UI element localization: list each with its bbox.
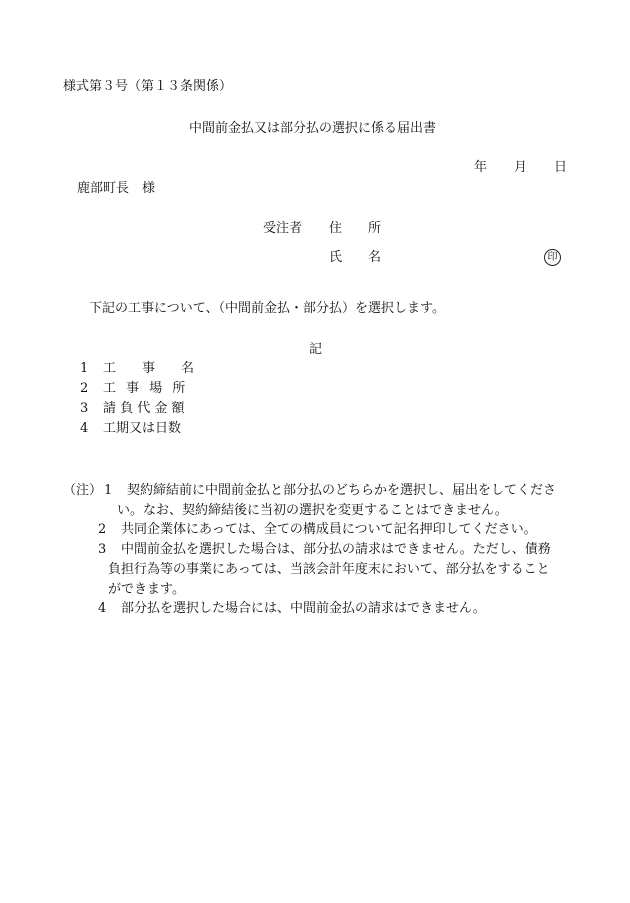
document-title: 中間前金払又は部分払の選択に係る届出書 bbox=[189, 121, 437, 136]
item-number: 2 bbox=[80, 381, 89, 396]
note-text: い。なお、契約締結後に当初の選択を変更することはできません。 bbox=[117, 503, 508, 518]
item-label: 工 事 名 bbox=[103, 361, 195, 376]
contractor-address-label: 住 所 bbox=[329, 221, 382, 236]
note-text: 負担行為等の事業にあっては、当該会計年度末において、部分払をすること bbox=[108, 562, 550, 577]
note-text: 部分払を選択した場合には、中間前金払の請求はできません。 bbox=[121, 601, 486, 616]
ki-heading: 記 bbox=[309, 342, 323, 357]
note-text: 契約締結前に中間前金払と部分払のどちらかを選択し、届出をしてくださ bbox=[127, 483, 557, 498]
seal-mark: 印 bbox=[544, 249, 561, 266]
item-number: 1 bbox=[80, 361, 89, 376]
item-label: 工期又は日数 bbox=[103, 421, 182, 436]
contractor-role-label: 受注者 bbox=[263, 221, 303, 236]
notes-prefix: （注） bbox=[63, 483, 103, 498]
note-number: 4 bbox=[98, 601, 107, 616]
note-number: 3 bbox=[98, 542, 107, 557]
note-text: 共同企業体にあっては、全ての構成員について記名押印してください。 bbox=[121, 522, 537, 537]
note-text: ができます。 bbox=[108, 582, 185, 597]
date-month-label: 月 bbox=[514, 160, 528, 175]
date-day-label: 日 bbox=[554, 160, 568, 175]
note-text: 中間前金払を選択した場合は、部分払の請求はできません。ただし、債務 bbox=[121, 542, 551, 557]
form-number: 様式第３号（第１３条関係） bbox=[63, 79, 233, 94]
contractor-name-label: 氏 名 bbox=[329, 250, 382, 265]
item-number: 3 bbox=[80, 401, 89, 416]
note-number: 1 bbox=[104, 483, 113, 498]
item-label: 工 事 場 所 bbox=[103, 381, 189, 396]
date-year-label: 年 bbox=[474, 160, 488, 175]
statement: 下記の工事について、（中間前金払・部分払）を選択します。 bbox=[89, 301, 445, 316]
addressee: 鹿部町長 様 bbox=[77, 181, 156, 196]
item-label: 請 負 代 金 額 bbox=[103, 401, 185, 416]
note-number: 2 bbox=[98, 522, 107, 537]
item-number: 4 bbox=[80, 421, 89, 436]
